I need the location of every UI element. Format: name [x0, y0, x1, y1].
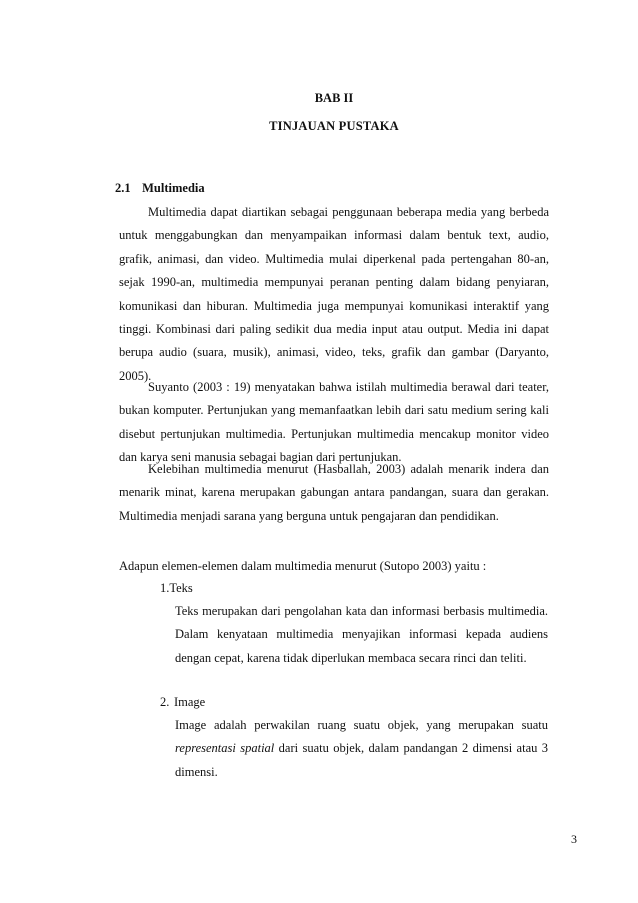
list-item-title-image: [160, 695, 205, 710]
body-text: dari suatu objek, dalam pandangan 2 dimensi atau 3 dimensi.: [175, 741, 549, 779]
section-title: Multimedia: [142, 181, 205, 195]
elements-intro: Adapun elemen-elemen dalam multimedia menurut (Sutopo 2003) yaitu :: [119, 559, 487, 573]
list-item-title-teks: [160, 581, 193, 596]
section-heading: [115, 181, 205, 196]
list-item-body-teks: Teks merupakan dari pengolahan kata dan informasi berbasis multimedia. Dalam kenyataan multimedia menyajikan informasi kepada audiens dengan cepat, karena tidak diperlukan membaca secara rinci dan teliti.: [175, 604, 548, 665]
italic-term: representasi spatial: [175, 741, 275, 756]
paragraph-suyanto: Suyanto (2003 : 19) menyatakan bahwa istilah multimedia berawal dari teater, bukan komputer. Pertunjukan yang memanfaatkan lebih dari satu medium sering kali disebut pertunjukan multimedia. Pertunjukan multimedia mencakup monitor video dan karya seni manusia sebagai bagian dari pertunjukan.: [119, 380, 549, 465]
page-number: 3: [571, 832, 577, 846]
body-text: Image adalah perwakilan ruang suatu objek, yang merupakan suatu: [175, 718, 548, 732]
list-item-label: Image: [174, 695, 206, 709]
paragraph-multimedia-definition: Multimedia dapat diartikan sebagai penggunaan beberapa media yang berbeda untuk menggabungkan dan menyampaikan informasi dalam bentuk text, audio, grafik, animasi, dan video. Multimedia mulai diperkenal pada pertengahan 80-an, sejak 1990-an, multimedia mempunyai peranan penting dalam bidang penyiaran, komunikasi dan hiburan. Multimedia juga mempunyai komunikasi interaktif yang tinggi. Kombinasi dari paling sedikit dua media input atau output. Media ini dapat berupa audio (suara, musik), animasi, video, teks, grafik dan gambar (Daryanto, 2005).: [119, 205, 549, 383]
list-item-label: Teks: [169, 581, 193, 595]
list-item-number: 2.: [160, 695, 170, 709]
chapter-label: BAB II: [314, 91, 354, 105]
section-number: 2.1: [115, 181, 131, 195]
list-item-body-image: [175, 714, 548, 784]
paragraph-kelebihan: Kelebihan multimedia menurut (Hasballah, 2003) adalah menarik indera dan menarik minat, karena merupakan gabungan antara pandangan, suara dan gerakan. Multimedia menjadi sarana yang berguna untuk pengajaran dan pendidikan.: [119, 462, 549, 523]
chapter-title: TINJAUAN PUSTAKA: [269, 119, 399, 133]
list-item-number: 1.: [160, 581, 170, 595]
